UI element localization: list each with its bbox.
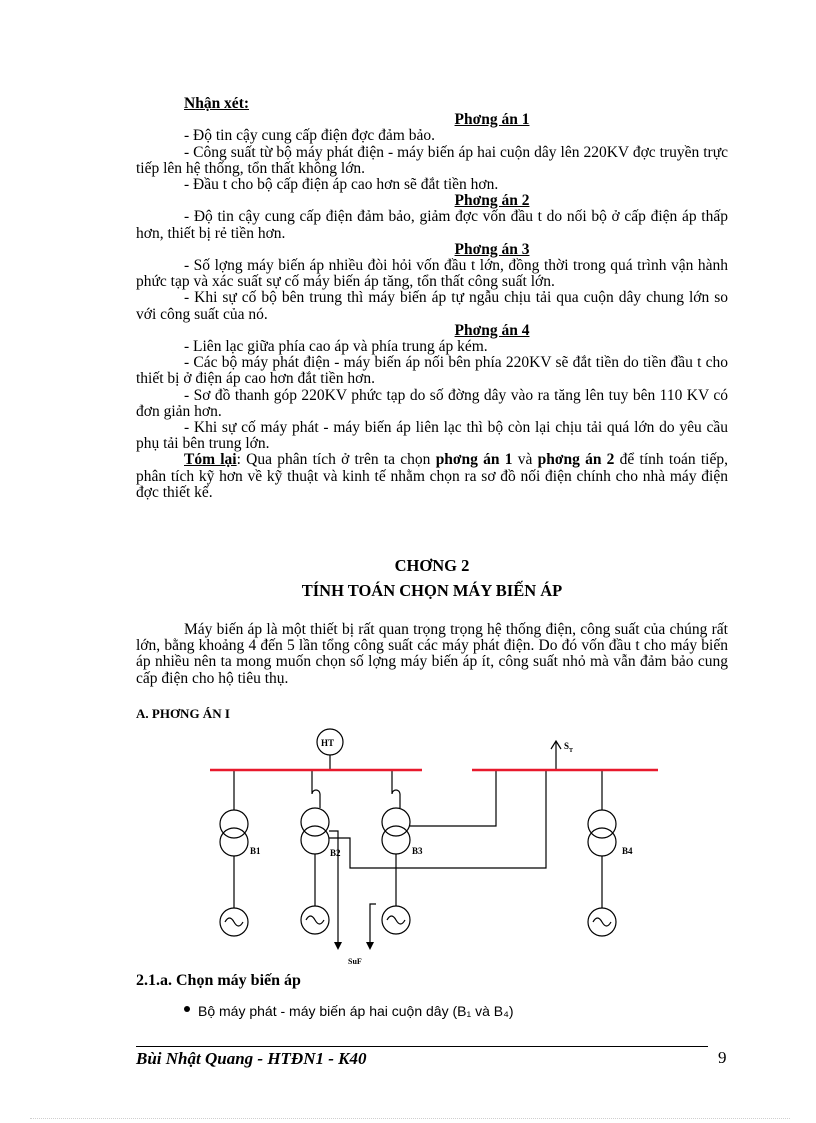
option-3-heading: Phơng án 3 [454,240,530,258]
b1-label: B1 [250,846,261,856]
page-edge [30,1118,790,1119]
suf-arrow-1-icon [334,942,342,950]
b4-transformer-icon [588,828,616,856]
footer-author: Bùi Nhật Quang - HTĐN1 - K40 [136,1049,367,1068]
summary-option-1: phơng án 1 [435,451,513,469]
b3-hv-lead [392,770,400,808]
gen-4-sine-icon [593,918,611,926]
chapter-number: CHƠNG 2 [394,556,470,575]
option-4-line: - Liên lạc giữa phía cao áp và phía trung áp kém. [184,338,488,356]
gen-2-sine-icon [306,916,324,924]
b1-transformer-icon [220,810,248,838]
b4-transformer-icon [588,810,616,838]
bullet-item [184,1003,514,1019]
summary-text: : Qua phân tích ở trên ta chọn [236,451,436,469]
single-line-diagram [200,728,670,968]
page-number: 9 [718,1048,727,1067]
st-label: $S_T$ [564,741,574,754]
option-3-line: - Khi sự cố bộ bên trung thì máy biến áp tự ngẫu chịu tải qua cuộn dây chung lớn so với công suất của nó. [136,289,728,323]
intro-section [136,622,728,687]
analysis-section [136,96,728,501]
b3-transformer-icon [382,826,410,854]
b2-transformer-icon [301,808,329,836]
bullet-icon [184,1006,190,1012]
ht-label: HT [321,738,335,748]
b3-label: B3 [412,846,423,856]
gen-3-sine-icon [387,916,405,924]
summary-text: để tính toán tiếp, phân tích kỹ hơn về kỹ thuật và kinh tế nhằm chọn ra sơ đồ nối điện chính cho nhà máy điện đợc thiết kế. [136,451,728,501]
b2-mv-link [329,770,546,868]
b3-transformer-icon [382,808,410,836]
suf-label: SuF [348,957,362,966]
b4-label: B4 [622,846,633,856]
summary-label: Tóm lại [184,451,237,469]
option-1-line: - Độ tin cậy cung cấp điện đợc đảm bảo. [184,127,435,145]
intro-paragraph: Máy biến áp là một thiết bị rất quan trọng trọng hệ thống điện, công suất của chúng rất lớn, bằng khoảng 4 đến 5 lần tổng công suất các máy phát điện. Do đó vốn đầu t cho máy biến áp nhiều nên ta mong muốn chọn số lợng máy biến áp ít, công suất nhỏ mà vẫn đảm bảo cung cấp điện cho hộ tiêu thụ. [136,621,728,687]
option-2-line: - Độ tin cậy cung cấp điện đảm bảo, giảm đợc vốn đầu t do nối bộ ở cấp điện áp thấp hơn, thiết bị rẻ tiền hơn. [136,208,728,242]
gen-1-sine-icon [225,918,243,926]
summary-text: và [512,451,538,469]
option-4-line: - Khi sự cố máy phát - máy biến áp liên lạc thì bộ còn lại chịu tải quá lớn do yêu cầu phụ tải bên trung lớn. [136,419,728,453]
option-4-line: - Các bộ máy phát điện - máy biến áp nối bên phía 220KV sẽ đắt tiền do tiền đầu t cho thiết bị ở điện áp cao hơn đắt tiền hơn. [136,354,728,388]
option-1-line: - Công suất từ bộ máy phát điện - máy biến áp hai cuộn dây lên 220KV đợc truyền trực tiếp lên hệ thống, tổn thất không lớn. [136,143,728,177]
summary-paragraph [136,452,728,501]
suf-branch-2 [370,904,376,942]
option-1-heading: Phơng án 1 [454,111,530,129]
option-3-line: - Số lợng máy biến áp nhiều đòi hỏi vốn đầu t lớn, đồng thời trong quá trình vận hành phức tạp và xác suất sự cố máy biến áp tăng, tổn thất công suất lớn. [136,257,728,291]
option-4-line: - Sơ đồ thanh góp 220KV phức tạp do số đờng dây vào ra tăng lên tuy bên 110 KV có đơn giản hơn. [136,386,728,420]
nhan-xet-heading: Nhận xét: [184,95,250,112]
subsection-heading: 2.1.a. Chọn máy biến áp [136,972,301,989]
b2-transformer-icon [301,826,329,854]
section-a-heading: A. PHƠNG ÁN I [136,706,230,721]
option-1-line: - Đầu t cho bộ cấp điện áp cao hơn sẽ đắt tiền hơn. [184,176,499,194]
option-2-heading: Phơng án 2 [454,192,530,210]
b1-transformer-icon [220,828,248,856]
suf-arrow-2-icon [366,942,374,950]
summary-option-2: phơng án 2 [537,451,615,469]
b3-mv-link [410,770,496,826]
chapter-title: TÍNH TOÁN CHỌN MÁY BIẾN ÁP [301,581,563,600]
b2-label: B2 [330,848,341,858]
footer-divider [136,1046,708,1047]
option-4-heading: Phơng án 4 [454,321,530,339]
bullet-text: Bộ máy phát - máy biến áp hai cuộn dây (B₁ và B₄) [198,1003,514,1019]
b2-hv-lead [312,770,320,808]
